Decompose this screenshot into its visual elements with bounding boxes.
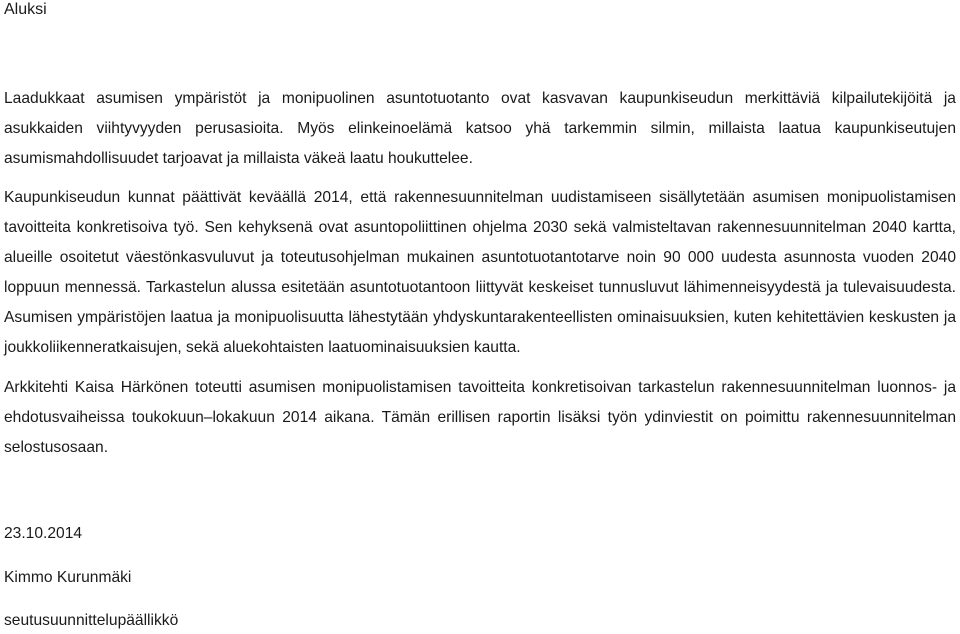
signature-role: seutusuunnittelupäällikkö	[4, 612, 179, 629]
intro-paragraph-1: Laadukkaat asumisen ympäristöt ja monipuolinen asuntotuotanto ovat kasvavan kaupunkiseudun merkittäviä kilpailutekijöitä ja asukkaiden viihtyvyyden perusasioita. Myös elinkeinoelämä katsoo yhä tarkemmin silmin, millaista laatua kaupunkiseutujen asumismahdollisuudet tarjoavat ja millaista väkeä laatu houkuttelee.	[4, 90, 956, 167]
intro-paragraph-2: Kaupunkiseudun kunnat päättivät keväällä 2014, että rakennesuunnitelman uudistamiseen sisällytetään asumisen monipuolistamisen tavoitteita konkretisoiva työ. Sen kehyksenä ovat asuntopoliittinen ohjelma 2030 sekä valmisteltavan rakennesuunnitelman 2040 kartta, alueille osoitetut väestönkasvuluvut ja toteutusohjelman mukainen asuntotuotantotarve noin 90 000 uudesta asunnosta vuoden 2040 loppuun mennessä. Tarkastelun alussa esitetään asuntotuotantoon liittyvät keskeiset tunnusluvut lähimenneisyydestä ja tulevaisuudesta. Asumisen ympäristöjen laatua ja monipuolisuutta lähestytään yhdyskuntarakenteellisten ominaisuuksien, kuten kehitettävien keskusten ja joukkoliikenneratkaisujen, sekä aluekohtaisten laatuominaisuuksien kautta.	[4, 189, 956, 356]
signature-date: 23.10.2014	[4, 525, 83, 542]
page-title: Aluksi	[4, 1, 47, 18]
intro-paragraph-3: Arkkitehti Kaisa Härkönen toteutti asumisen monipuolistamisen tavoitteita konkretisoivan tarkastelun rakennesuunnitelman luonnos- ja ehdotusvaiheissa toukokuun–lokakuun 2014 aikana. Tämän erillisen raportin lisäksi työn ydinviestit on poimittu rakennesuunnitelman selostusosaan.	[4, 379, 956, 456]
signature-name: Kimmo Kurunmäki	[4, 569, 132, 586]
